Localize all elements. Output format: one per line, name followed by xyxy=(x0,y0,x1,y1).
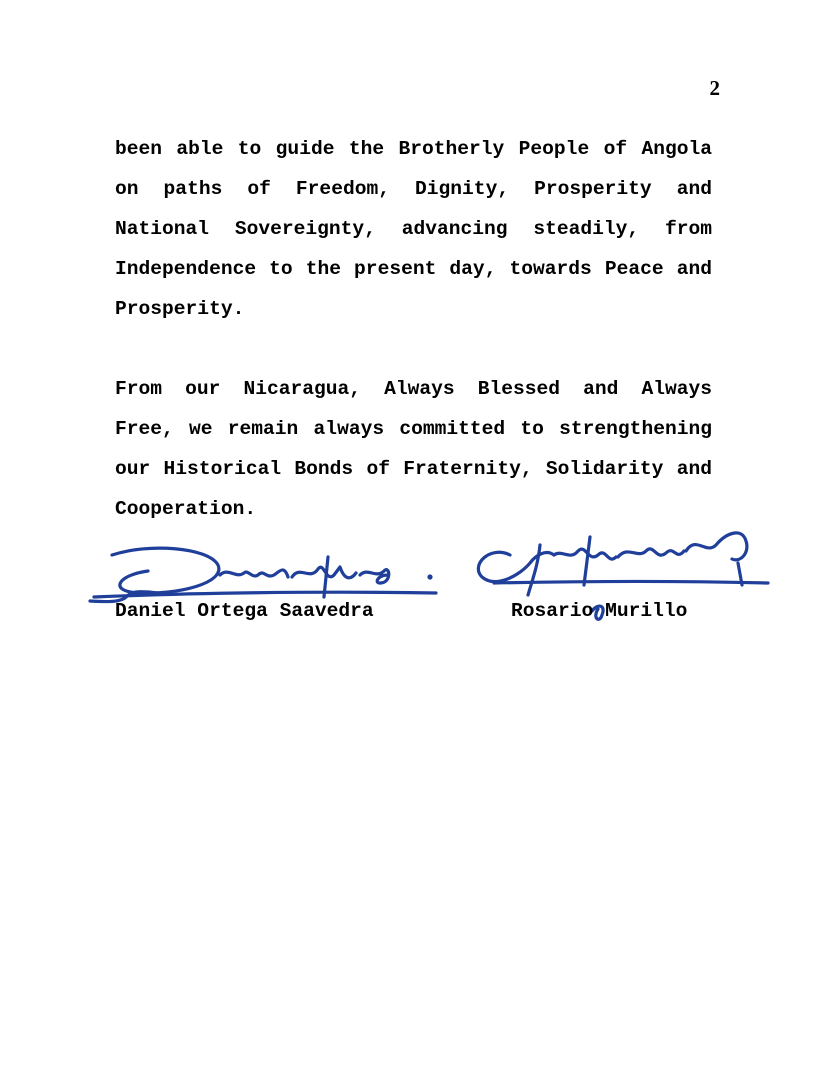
signature-block xyxy=(0,515,825,635)
page-number: 2 xyxy=(709,76,720,100)
signature-daniel-ortega xyxy=(88,535,440,605)
body-paragraph-1: been able to guide the Brotherly People of Angola on paths of Freedom, Dignity, Prosperity and National Sovereignty, advancing steadily, from Independence to the present day, towards Peace and Prosperity. xyxy=(115,138,712,320)
signer-name-1: Daniel Ortega Saavedra xyxy=(115,600,374,622)
body-paragraph-2: From our Nicaragua, Always Blessed and Always Free, we remain always committed to strengthening our Historical Bonds of Fraternity, Solidarity and Cooperation. xyxy=(115,378,712,520)
signer-name-2: Rosario Murillo xyxy=(511,600,688,622)
